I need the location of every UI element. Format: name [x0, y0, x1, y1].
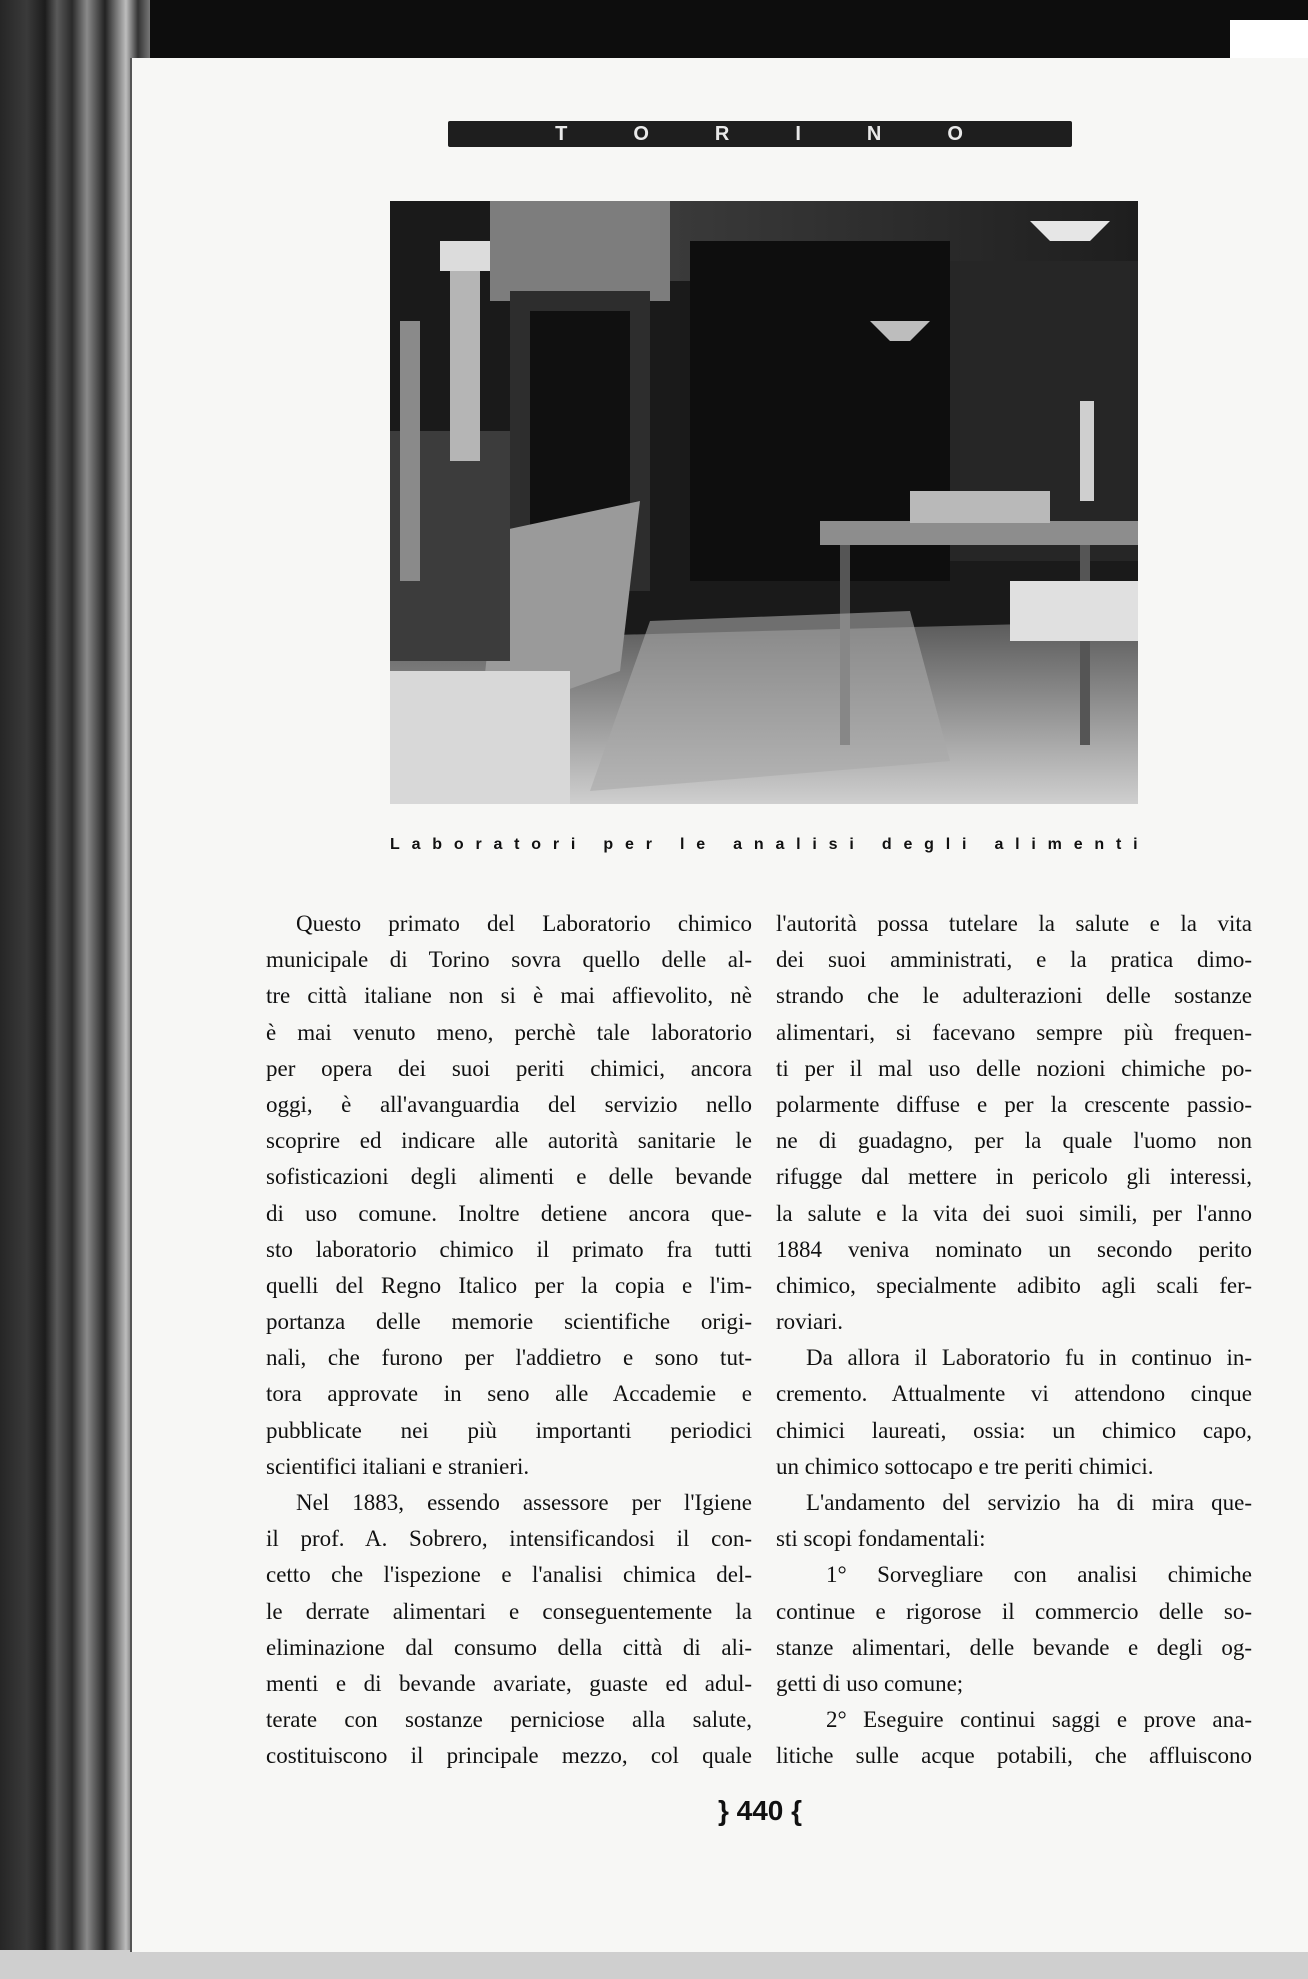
scan-bottom-border — [0, 1950, 1308, 1979]
header-letter: O — [947, 122, 965, 145]
text-line: alimentari, si facevano sempre più frequen- — [776, 1019, 1252, 1045]
header-letter: T — [555, 122, 570, 145]
text-line: L'andamento del servizio ha di mira que- — [806, 1490, 1252, 1515]
text-line: scoprire ed indicare alle autorità sanitarie le — [266, 1128, 752, 1154]
text-line: chimico, specialmente adibito agli scali fer- — [776, 1272, 1252, 1298]
caption-letter: e — [903, 836, 913, 853]
caption-letter: l — [796, 836, 801, 853]
caption-letter: b — [432, 836, 443, 853]
caption-letter: s — [828, 836, 838, 853]
text-line: portanza delle memorie scientifiche origi- — [266, 1309, 752, 1335]
caption-space — [978, 836, 982, 854]
paragraph — [266, 1485, 752, 1775]
caption-space — [587, 836, 591, 854]
text-line: oggi, è all'avanguardia del servizio nello — [266, 1091, 752, 1117]
text-line: sto laboratorio chimico il primato fra tutti — [266, 1236, 752, 1262]
text-line: l'autorità possa tutelare la salute e la vita — [776, 911, 1252, 936]
text-line: Nel 1883, essendo assessore per l'Igiene — [296, 1490, 752, 1515]
text-line: cremento. Attualmente vi attendono cinque — [776, 1381, 1252, 1407]
paragraph — [776, 1557, 1252, 1702]
figure-caption — [390, 836, 1138, 854]
caption-letter: r — [475, 836, 482, 853]
text-line: 2° Eseguire continui saggi e prove ana- — [826, 1707, 1252, 1733]
text-line: cetto che l'ispezione e l'analisi chimica del- — [266, 1562, 752, 1588]
text-line: le derrate alimentari e conseguentemente la — [266, 1598, 752, 1624]
paragraph — [776, 1340, 1252, 1485]
text-line: di uso comune. Inoltre detiene ancora que- — [266, 1200, 752, 1226]
laboratory-photo — [390, 201, 1138, 804]
caption-letter: d — [881, 836, 892, 853]
caption-letter: a — [775, 836, 785, 853]
text-line: tre città italiane non si è mai affievolito, nè — [266, 983, 752, 1009]
caption-letter: n — [1094, 836, 1105, 853]
caption-letter: n — [753, 836, 764, 853]
running-header — [448, 121, 1072, 147]
paragraph — [776, 1485, 1252, 1557]
paragraph — [776, 1702, 1252, 1774]
paragraph — [266, 906, 752, 1485]
text-line: per opera dei suoi periti chimici, ancora — [266, 1055, 752, 1081]
caption-letter: t — [514, 836, 520, 853]
laboratory-photo-graphic — [390, 201, 1138, 804]
text-line: quelli del Regno Italico per la copia e l'im- — [266, 1272, 752, 1298]
header-letter: O — [633, 122, 651, 145]
caption-letter: i — [812, 836, 817, 853]
header-letter: I — [795, 122, 803, 145]
caption-letter: a — [493, 836, 503, 853]
text-line: Questo primato del Laboratorio chimico — [296, 911, 752, 936]
caption-letter: a — [994, 836, 1004, 853]
text-line: getti di uso comune; — [776, 1670, 964, 1696]
caption-letter: i — [1031, 836, 1036, 853]
paragraph — [776, 906, 1252, 1340]
caption-letter: L — [390, 836, 400, 853]
text-line: eliminazione dal consumo della città di ali- — [266, 1634, 752, 1660]
text-line: sti scopi fondamentali: — [776, 1526, 986, 1552]
caption-letter: i — [1133, 836, 1138, 853]
caption-letter: e — [624, 836, 634, 853]
caption-letter: g — [924, 836, 934, 853]
caption-letter: o — [531, 836, 542, 853]
caption-letter: e — [1073, 836, 1083, 853]
text-line: sofisticazioni degli alimenti e delle bevande — [266, 1164, 752, 1190]
caption-letter: a — [733, 836, 743, 853]
caption-letter: r — [552, 836, 560, 853]
caption-letter: p — [603, 836, 614, 853]
text-line: strando che le adulterazioni delle sostanze — [776, 983, 1252, 1009]
text-line: un chimico sottocapo e tre periti chimici. — [776, 1453, 1154, 1479]
text-line: nali, che furono per l'addietro e sono tut- — [266, 1345, 752, 1371]
text-line: polarmente diffuse e per la crescente passio- — [776, 1091, 1252, 1117]
text-line: è mai venuto meno, perchè tale laboratorio — [266, 1019, 752, 1045]
caption-letter: o — [453, 836, 464, 853]
text-line: ne di guadagno, per la quale l'uomo non — [776, 1128, 1252, 1154]
text-line: stanze alimentari, delle bevande e degli og- — [776, 1634, 1252, 1660]
caption-letter: l — [1015, 836, 1020, 853]
caption-letter: l — [679, 836, 685, 853]
header-letter: N — [866, 122, 884, 145]
text-line: roviari. — [776, 1309, 844, 1335]
text-line: continue e rigorose il commercio delle so- — [776, 1598, 1252, 1624]
text-line: rifugge dal mettere in pericolo gli interessi, — [776, 1164, 1252, 1190]
text-line: Da allora il Laboratorio fu in continuo in- — [806, 1345, 1252, 1371]
text-line: scientifici italiani e stranieri. — [266, 1453, 530, 1479]
text-line: menti e di bevande avariate, guaste ed adul- — [266, 1670, 752, 1696]
caption-space — [866, 836, 870, 854]
left-column — [266, 906, 752, 1775]
caption-space — [717, 836, 721, 854]
text-line: pubblicate nei più importanti periodici — [266, 1417, 752, 1443]
text-line: chimici laureati, ossia: un chimico capo, — [776, 1417, 1252, 1443]
text-line: 1° Sorvegliare con analisi chimiche — [826, 1562, 1252, 1588]
caption-letter: m — [1047, 836, 1062, 853]
text-line: la salute e la vita dei suoi simili, per l'anno — [776, 1200, 1252, 1226]
caption-space — [664, 836, 668, 854]
caption-letter: i — [849, 836, 854, 853]
text-line: ti per il mal uso delle nozioni chimiche po- — [776, 1055, 1252, 1081]
caption-letter: r — [645, 836, 652, 853]
header-letter: R — [714, 122, 732, 145]
text-line: dei suoi amministrati, e la pratica dimo- — [776, 947, 1252, 973]
text-line: 1884 veniva nominato un secondo perito — [776, 1236, 1252, 1262]
caption-letter: i — [570, 836, 576, 853]
text-line: costituiscono il principale mezzo, col quale — [266, 1743, 752, 1769]
text-line: il prof. A. Sobrero, intensificandosi il con- — [266, 1526, 752, 1552]
caption-letter: a — [411, 836, 421, 853]
text-line: terate con sostanze perniciose alla salute, — [266, 1707, 752, 1733]
text-line: municipale di Torino sovra quello delle al- — [266, 947, 752, 973]
right-column — [776, 906, 1252, 1775]
text-line: litiche sulle acque potabili, che affluiscono — [776, 1743, 1252, 1769]
caption-letter: i — [961, 836, 967, 853]
caption-letter: t — [1115, 836, 1122, 853]
caption-letter: e — [696, 836, 706, 853]
text-line: tora approvate in seno alle Accademie e — [266, 1381, 752, 1407]
book-spine — [0, 0, 150, 1979]
caption-letter: l — [945, 836, 951, 853]
page-number: } 440 { — [717, 1795, 803, 1826]
